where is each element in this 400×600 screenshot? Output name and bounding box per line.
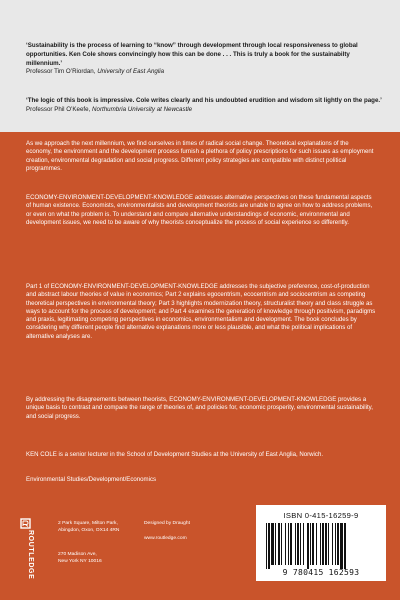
endorsement-attribution: [26, 106, 192, 113]
barcode-bar: [310, 523, 311, 565]
barcode-bar: [275, 523, 276, 565]
barcode-bar: [325, 523, 327, 565]
barcode-bar: [340, 523, 343, 569]
description-paragraph: Part 1 of ECONOMY-ENVIRONMENT-DEVELOPMENT-KNOWLEDGE addresses the subjective preference, cost-of-production and abstract labour theories of value in economics; Part 2 explains egocentrism, ecocentrism and sociocentrism as competing theoretical perspectives in environmental theory; Part 3 highlights modernization theory, structuralist theory and class struggle as ways to account for the process of development; and Part 4 examines the generation of knowledge through positivism, paradigms and praxis, legitimating competing perspectives in economics, environmentalism and development. The book concludes by considering why different people find alternative explanations more or less plausible, and what the political implications of alternative analyses are.: [26, 283, 376, 340]
barcode-bar: [288, 523, 289, 565]
address-line: Abingdon, Oxon, OX14 4RN: [58, 527, 120, 533]
barcode-bar: [337, 523, 339, 565]
barcode-bar: [307, 523, 309, 569]
endorsement-quote: [26, 97, 386, 115]
barcode-icon: [264, 523, 378, 569]
designer-credit: Designed by Draught: [144, 521, 190, 526]
description-paragraph: By addressing the disagreements between theorists, ECONOMY-ENVIRONMENT-DEVELOPMENT-KNOWLEDGE provides a unique basis to contrast and compare the range of theories of, and policies for, economic prosperity, environmental sustainability, and social progress.: [26, 396, 373, 420]
barcode-bar: [290, 523, 292, 565]
publisher-logo-text: ROUTLEDGE: [27, 530, 34, 580]
barcode-digits: 9 780415 162593: [282, 568, 360, 577]
endorsement-quote-text: ‘The logic of this book is impressive. Cole writes clearly and his undoubted erudition and wisdom sit lightly on the page.’: [26, 97, 382, 104]
endorsement-name: Professor Tim O’Riordan,: [26, 68, 96, 76]
subject-categories: Environmental Studies/Development/Economics: [26, 476, 157, 483]
barcode-bar: [268, 523, 270, 569]
barcode-bar: [328, 523, 329, 565]
address-line: 270 Madison Ave,: [58, 552, 97, 557]
barcode-bar: [344, 523, 346, 569]
isbn-label: ISBN 0-415-16259-9: [283, 511, 359, 520]
barcode-bar: [295, 523, 296, 565]
barcode-bar: [322, 523, 324, 565]
endorsement-quote: [26, 42, 386, 77]
barcode-bar: [312, 523, 314, 565]
publisher-address-us: [58, 552, 102, 566]
endorsement-affiliation: University of East Anglia: [97, 68, 165, 76]
barcode-bar: [278, 523, 280, 565]
description-intro: As we approach the next millennium, we find ourselves in times of radical social change. Theoretical explanations of the economy, the environment and the development process furnish a plethora of policy prescriptions for such issues as employment creation, environmental degradation and social progress. Different policy strategies are compatible with distinct political programmes.: [26, 140, 374, 172]
barcode-bar: [266, 523, 267, 569]
barcode-bar: [332, 523, 333, 565]
barcode-bar: [303, 523, 304, 565]
author-bio: KEN COLE is a senior lecturer in the School of Development Studies at the University of East Anglia, Norwich.: [26, 451, 324, 458]
endorsement-attribution: [26, 68, 164, 75]
publisher-website: www.routledge.com: [144, 536, 187, 541]
address-line: New York NY 10016: [58, 558, 102, 564]
barcode-bar: [316, 523, 317, 565]
endorsement-name: Professor Phil O’Keefe,: [26, 105, 91, 113]
barcode-bar: [320, 523, 321, 565]
barcode-bar: [297, 523, 299, 565]
address-line: 2 Park Square, Milton Park,: [58, 521, 118, 526]
barcode-bar: [281, 523, 282, 565]
endorsement-affiliation: Northumbria University at Newcastle: [92, 105, 193, 113]
barcode-bar: [335, 523, 336, 565]
barcode-box: [256, 505, 386, 581]
endorsement-quote-text: ‘Sustainability is the process of learning to “know” through development through local responsiveness to global opportunities. Ken Cole shows convincingly how this can be done . . . This is truly a book for the sustainabilty millennium.’: [26, 42, 358, 67]
description-paragraph: ECONOMY-ENVIRONMENT-DEVELOPMENT-KNOWLEDGE addresses alternative perspectives on these fundamental aspects of human existence. Economists, environmentalists and development theorists are unable to agree on how to address problems, or even on what the problem is. To understand and compare alternative understandings of economic, environmental and development issues, we need to be aware of why theorists conceptualize the process of social experience so differently.: [26, 194, 373, 226]
barcode-bar: [300, 523, 301, 565]
publisher-address-uk: [58, 521, 119, 535]
barcode-bar: [285, 523, 286, 565]
barcode-bar: [271, 523, 274, 565]
